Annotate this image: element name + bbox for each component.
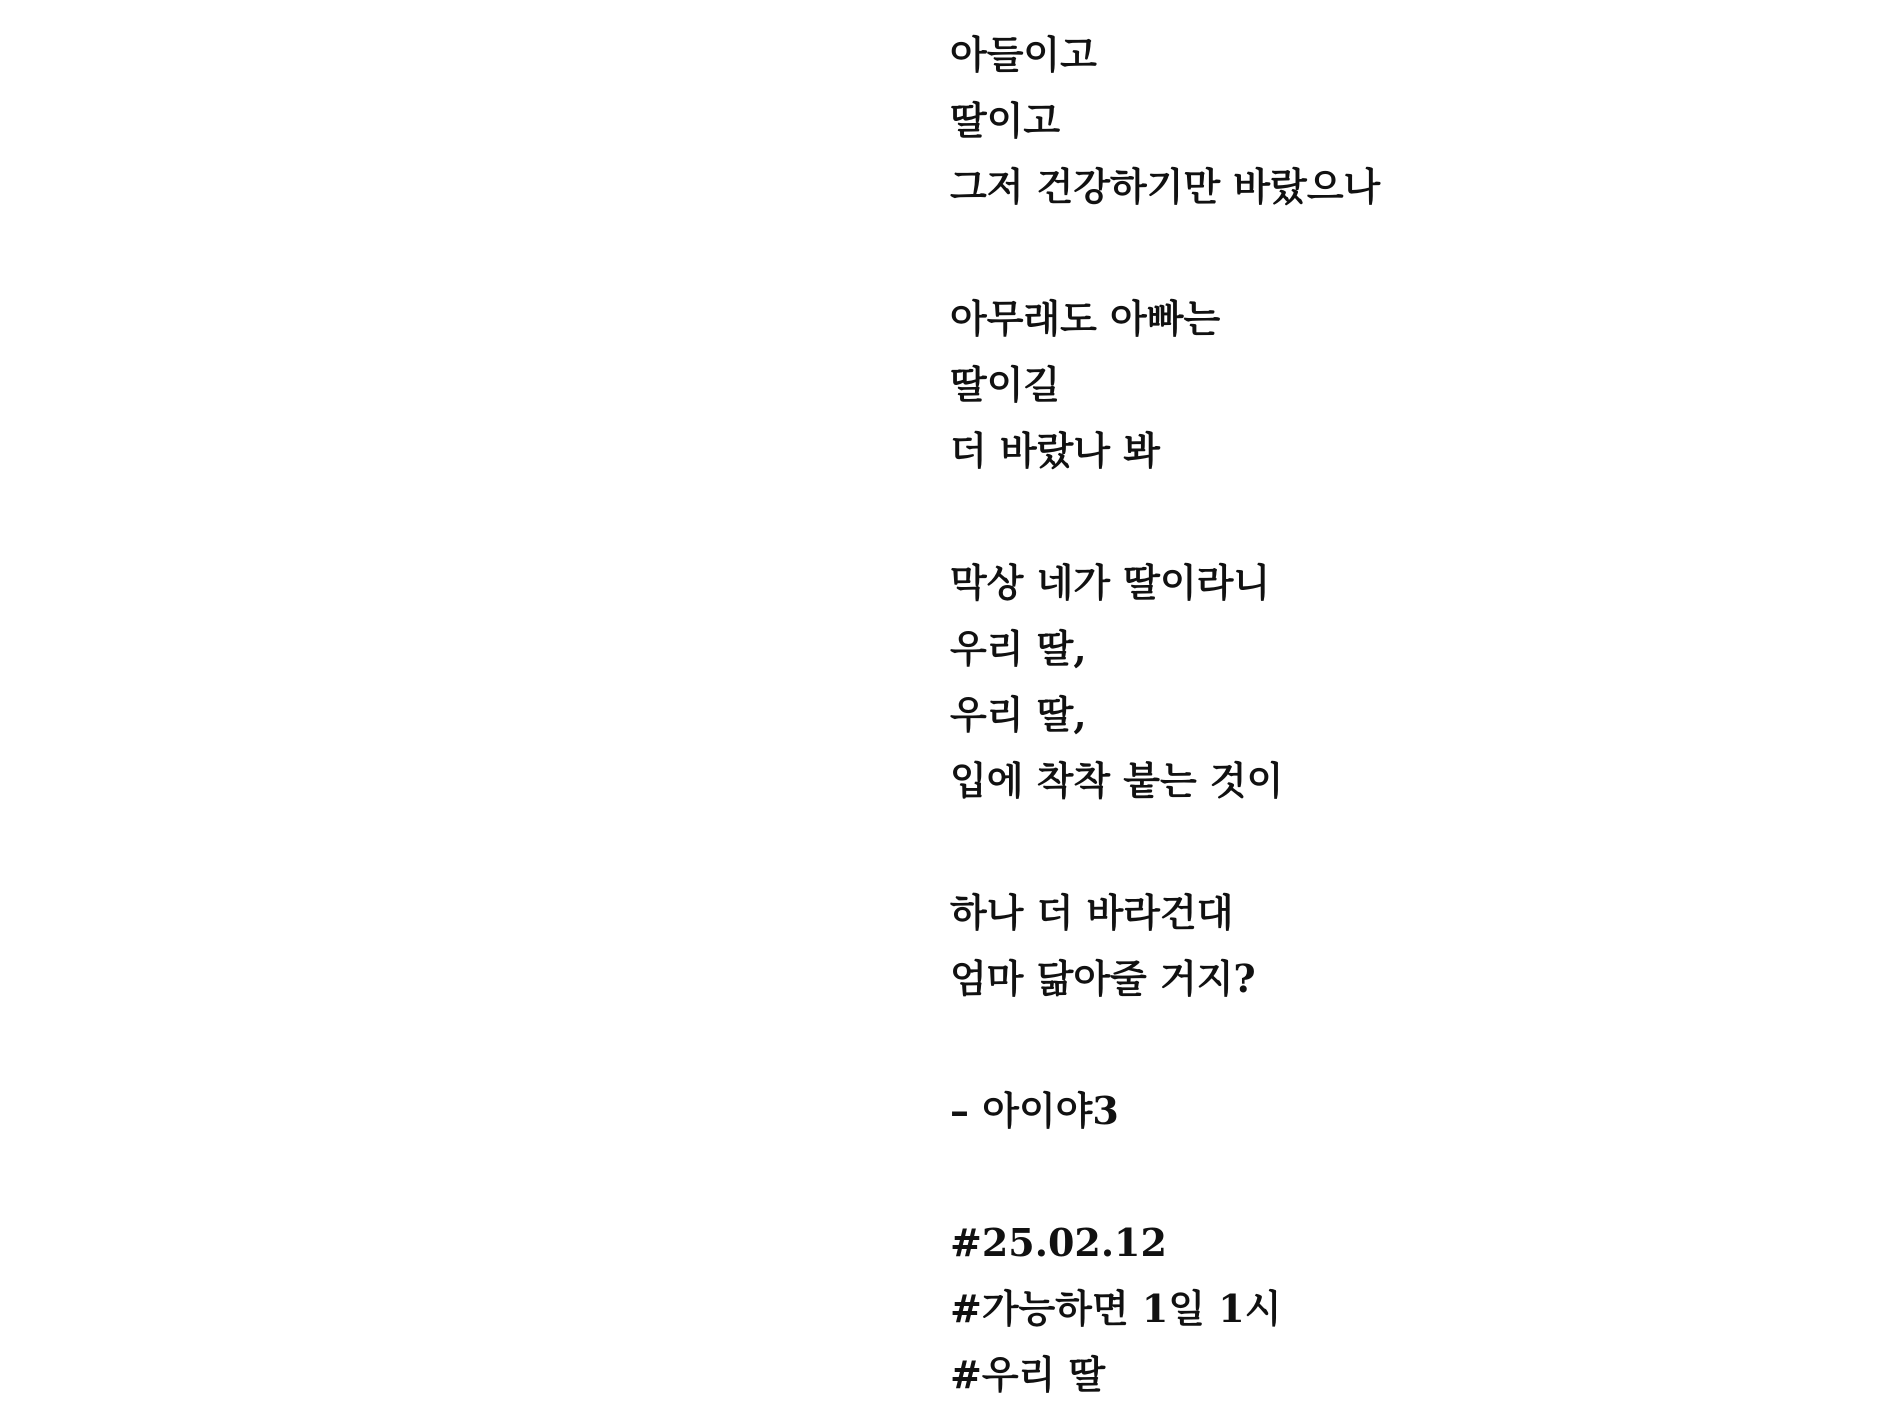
stanza-3 [950, 550, 1850, 814]
poem-line: 입에 착착 붙는 것이 [950, 758, 1284, 803]
poem-line: 딸이길 [950, 362, 1061, 407]
hashtag[interactable]: #가능하면 1일 1시 [950, 1286, 1282, 1331]
poem-line: 막상 네가 딸이라니 [950, 560, 1271, 605]
stanza-4 [950, 880, 1850, 1012]
poem-line: 그저 건강하기만 바랐으나 [950, 164, 1381, 209]
poem-line: 하나 더 바라건대 [950, 890, 1234, 935]
poem-line: 우리 딸, [950, 692, 1087, 737]
hashtag[interactable]: #우리 딸 [950, 1352, 1106, 1397]
signature-block [950, 1078, 1850, 1144]
author-signature: – 아이야3 [950, 1088, 1119, 1133]
hashtag-list [950, 1210, 1850, 1408]
poem-body [950, 22, 1850, 1408]
poem-line: 더 바랐나 봐 [950, 428, 1160, 473]
poem-line: 아무래도 아빠는 [950, 296, 1221, 341]
poem-line: 딸이고 [950, 98, 1061, 143]
poem-line: 아들이고 [950, 32, 1097, 77]
poem-line: 우리 딸, [950, 626, 1087, 671]
stanza-2 [950, 286, 1850, 484]
hashtag[interactable]: #25.02.12 [950, 1220, 1167, 1265]
poem-line: 엄마 닮아줄 거지? [950, 956, 1256, 1001]
stanza-1 [950, 22, 1850, 220]
